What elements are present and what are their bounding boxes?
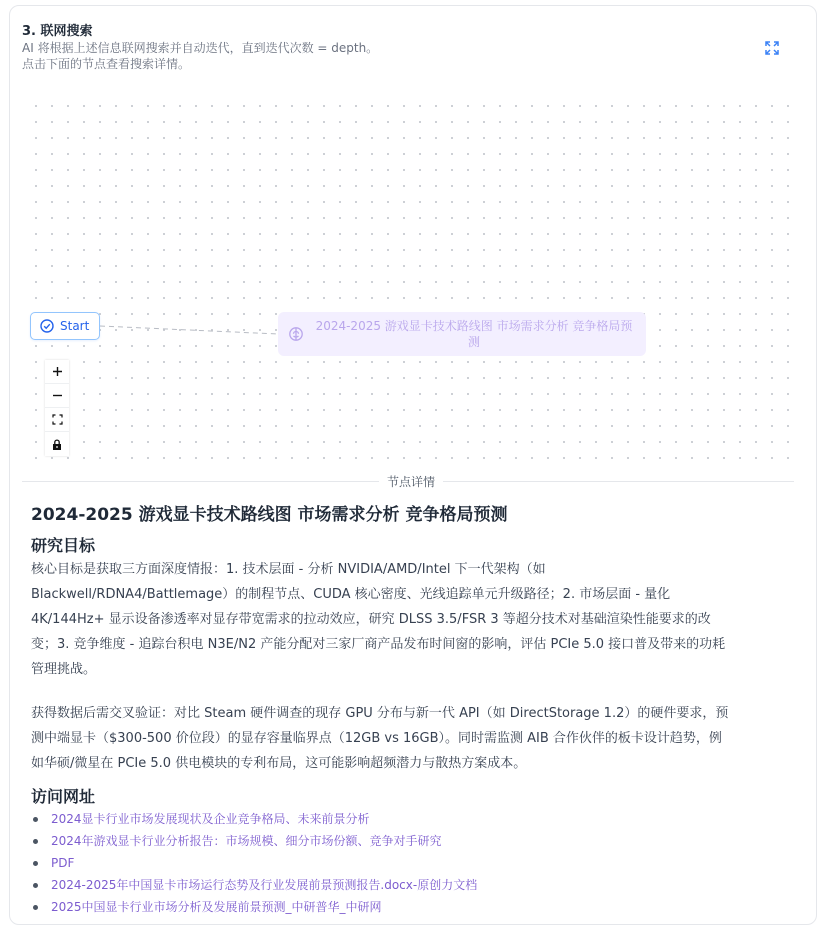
paragraph-line: 测中端显卡（$300-500 价位段）的显存容量临界点（12GB vs 16GB）。同时需监测 AIB 合作伙伴的板卡设计趋势，例 [31,731,722,746]
paragraph-line: Blackwell/RDNA4/Battlemage）的制程节点、CUDA 核心密度、光线追踪单元升级路径；2. 市场层面 - 量化 [31,587,671,602]
step-title: 3. 联网搜索 [22,24,93,39]
flow-canvas[interactable] [22,92,798,464]
url-link[interactable]: 2024年游戏显卡行业分析报告：市场规模、细分市场份额、竞争对手研究 [51,834,442,848]
zoom-out-icon [52,390,63,401]
url-link[interactable]: 2025中国显卡行业市场分析及发展前景预测_中研普华_中研网 [51,900,382,914]
url-list [31,808,477,918]
check-circle-icon [40,319,54,333]
start-node-label: Start [60,319,90,333]
expand-icon [764,40,780,56]
zoom-out-button[interactable] [45,384,69,408]
url-link[interactable]: PDF [51,856,75,870]
step-desc-line: AI 将根据上述信息联网搜索并自动迭代，直到迭代次数 = depth。 [22,41,379,55]
url-list-item [31,874,477,896]
zoom-in-button[interactable] [45,360,69,384]
step-desc-line: 点击下面的节点查看搜索详情。 [22,57,191,71]
url-list-item [31,830,477,852]
goal-paragraph-2 [31,701,797,776]
detail-title: 2024-2025 游戏显卡技术路线图 市场需求分析 竞争格局预测 [31,505,508,525]
lock-button[interactable] [45,432,69,456]
flow-controls [45,360,69,456]
urls-heading: 访问网址 [31,787,96,806]
paragraph-line: 核心目标是获取三方面深度情报：1. 技术层面 - 分析 NVIDIA/AMD/Intel 下一代架构（如 [31,562,546,577]
fit-view-icon [52,414,63,425]
search-query-label: 2024-2025 游戏显卡技术路线图 市场需求分析 竞争格局预测 [315,319,633,349]
paragraph-line: 管理挑战。 [31,662,97,677]
details-divider-label: 节点详情 [379,473,443,490]
goal-paragraph-1 [31,557,797,682]
zoom-in-icon [52,366,63,377]
paragraph-line: 变；3. 竞争维度 - 追踪台积电 N3E/N2 产能分配对三家厂商产品发布时间窗的影响，评估 PCIe 5.0 接口普及带来的功耗 [31,637,726,652]
paragraph-line: 如华硕/微星在 PCIe 5.0 供电模块的专利布局，这可能影响超频潜力与散热方案成本。 [31,756,527,771]
step-description [22,40,378,72]
expand-button[interactable] [762,38,782,58]
goal-heading: 研究目标 [31,536,96,555]
paragraph-line: 获得数据后需交叉验证：对比 Steam 硬件调查的现存 GPU 分布与新一代 API（如 DirectStorage 1.2）的硬件要求，预 [31,706,729,721]
flow-edge [22,92,798,464]
search-query-node[interactable] [278,312,646,356]
url-list-item [31,852,477,874]
url-list-item [31,808,477,830]
paragraph-line: 4K/144Hz+ 显示设备渗透率对显存带宽需求的拉动效应，研究 DLSS 3.5/FSR 3 等超分技术对基础渲染性能要求的改 [31,612,711,627]
start-node[interactable] [30,312,100,340]
brain-icon [288,326,304,342]
url-link[interactable]: 2024-2025年中国显卡市场运行态势及行业发展前景预测报告.docx-原创力文档 [51,878,478,892]
url-list-item [31,896,477,918]
fit-view-button[interactable] [45,408,69,432]
lock-icon [52,439,62,450]
url-link[interactable]: 2024显卡行业市场发展现状及企业竞争格局、未来前景分析 [51,812,370,826]
